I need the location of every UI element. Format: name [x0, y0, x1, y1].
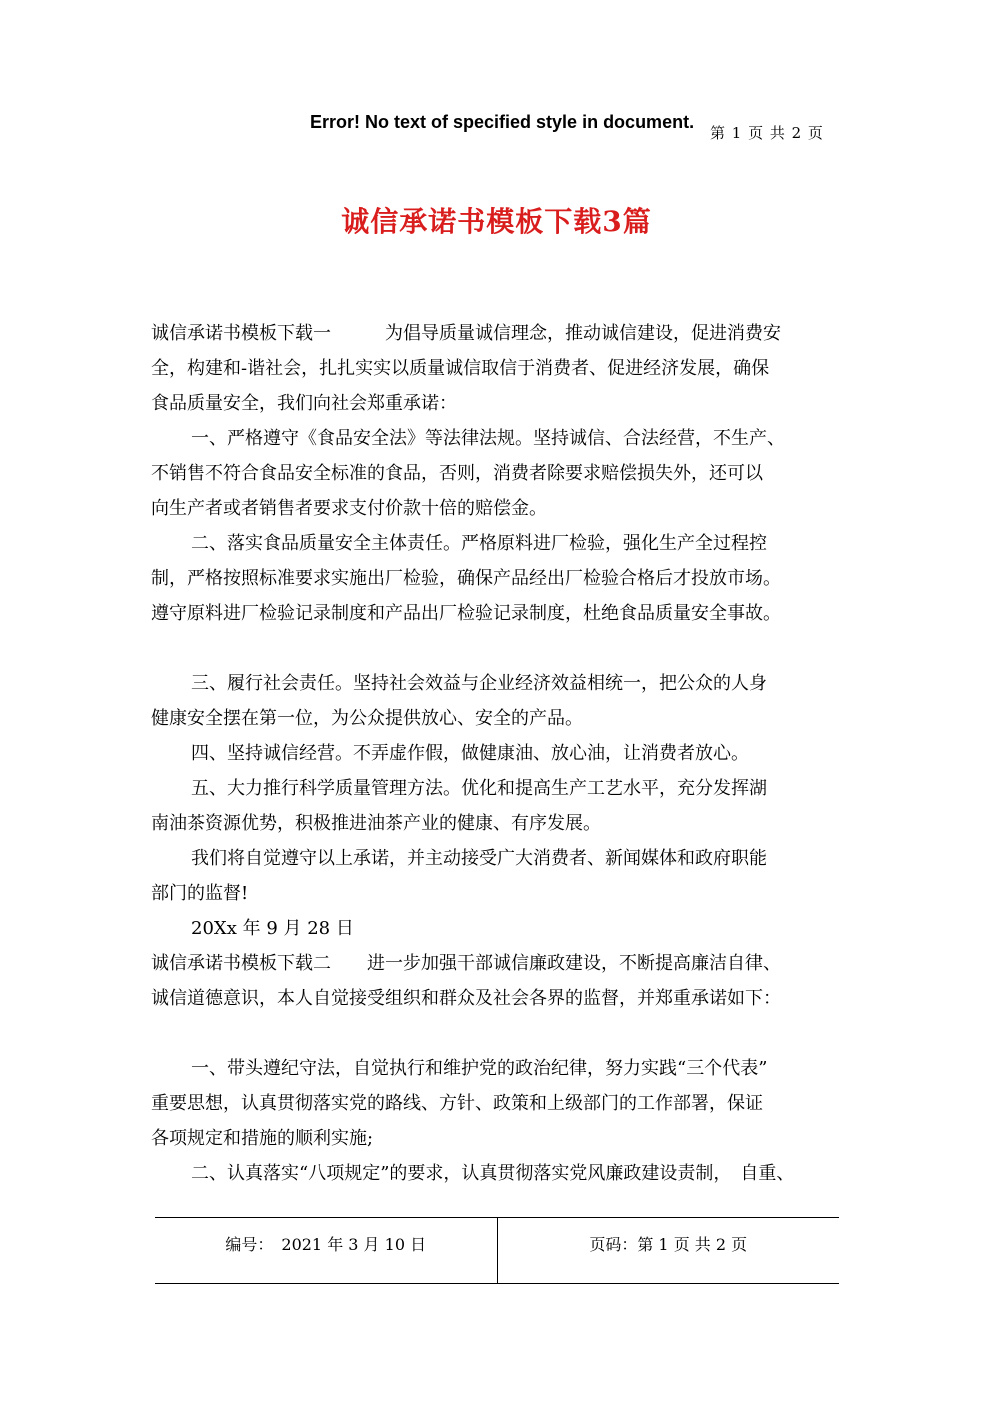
paragraph-line: 诚信承诺书模板下载一 为倡导质量诚信理念，推动诚信建设，促进消费安: [151, 323, 781, 344]
footer-number: 编号： 2021 年 3 月 10 日: [155, 1218, 498, 1283]
paragraph-line: 我们将自觉遵守以上承诺，并主动接受广大消费者、新闻媒体和政府职能: [191, 848, 767, 869]
header-error-text: Error! No text of specified style in document.: [310, 112, 695, 132]
paragraph-line: 二、落实食品质量安全主体责任。严格原料进厂检验，强化生产全过程控: [191, 533, 767, 554]
paragraph-line: 一、严格遵守《食品安全法》等法律法规。坚持诚信、合法经营，不生产、: [191, 428, 785, 449]
paragraph-line: 五、大力推行科学质量管理方法。优化和提高生产工艺水平，充分发挥湖: [191, 778, 767, 799]
document-title: 诚信承诺书模板下载3篇: [341, 205, 652, 238]
paragraph-line: 向生产者或者销售者要求支付价款十倍的赔偿金。: [151, 498, 547, 519]
date-line: 20Xx 年 9 月 28 日: [191, 918, 354, 939]
paragraph-line: 食品质量安全，我们向社会郑重承诺：: [151, 393, 457, 414]
paragraph-line: 诚信承诺书模板下载二 进一步加强干部诚信廉政建设，不断提高廉洁自律、: [151, 953, 781, 974]
paragraph-line: 四、坚持诚信经营。不弄虚作假，做健康油、放心油，让消费者放心。: [191, 743, 749, 764]
paragraph-line: 部门的监督!: [151, 883, 249, 904]
header-page-info: 第 1 页 共 2 页: [710, 124, 824, 142]
paragraph-line: 制，严格按照标准要求实施出厂检验，确保产品经出厂检验合格后才投放市场。: [151, 568, 781, 589]
paragraph-line: 南油茶资源优势，积极推进油茶产业的健康、有序发展。: [151, 813, 601, 834]
paragraph-line: 三、履行社会责任。坚持社会效益与企业经济效益相统一，把公众的人身: [191, 673, 767, 694]
document-body: [151, 316, 851, 1191]
paragraph-line: 遵守原料进厂检验记录制度和产品出厂检验记录制度，杜绝食品质量安全事故。: [151, 603, 781, 624]
footer-page: 页码：第 1 页 共 2 页: [589, 1235, 748, 1254]
paragraph-line: 一、带头遵纪守法，自觉执行和维护党的政治纪律，努力实践“三个代表”: [191, 1058, 768, 1079]
paragraph-line: 诚信道德意识，本人自觉接受组织和群众及社会各界的监督，并郑重承诺如下：: [151, 988, 781, 1009]
paragraph-line: 全，构建和-谐社会，扎扎实实以质量诚信取信于消费者、促进经济发展，确保: [151, 358, 770, 379]
paragraph-line: 健康安全摆在第一位，为公众提供放心、安全的产品。: [151, 708, 583, 729]
footer-table: [155, 1217, 839, 1284]
paragraph-line: 各项规定和措施的顺利实施;: [151, 1128, 374, 1149]
paragraph-line: 二、认真落实“八项规定”的要求，认真贯彻落实党风廉政建设责制， 自重、: [191, 1163, 795, 1184]
paragraph-line: 重要思想，认真贯彻落实党的路线、方针、政策和上级部门的工作部署，保证: [151, 1093, 763, 1114]
paragraph-line: 不销售不符合食品安全标准的食品，否则，消费者除要求赔偿损失外，还可以: [151, 463, 763, 484]
